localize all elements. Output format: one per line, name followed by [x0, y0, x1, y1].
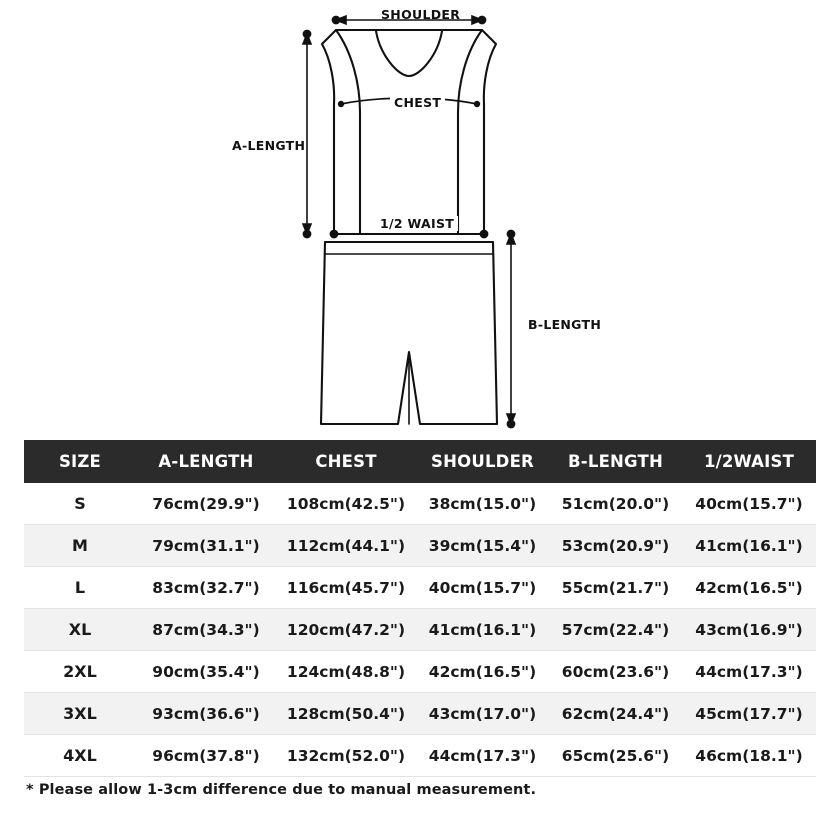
cell-shoulder: 42cm(16.5")	[416, 651, 549, 693]
shoulder-right-dot	[478, 16, 485, 23]
chest-right-endpoint	[474, 101, 480, 107]
cell-half-waist: 41cm(16.1")	[682, 525, 816, 567]
cell-b-length: 55cm(21.7")	[549, 567, 682, 609]
a-length-label: A-LENGTH	[232, 138, 306, 153]
size-table	[24, 440, 816, 777]
a-length-top-dot	[303, 30, 310, 37]
header-half-waist: 1/2WAIST	[682, 440, 816, 483]
cell-chest: 112cm(44.1")	[276, 525, 416, 567]
table-row	[24, 483, 816, 525]
jersey-neckline	[376, 31, 442, 76]
jersey-outline	[322, 30, 496, 234]
shoulder-left-dot	[332, 16, 339, 23]
cell-size: 4XL	[24, 735, 136, 777]
cell-size: XL	[24, 609, 136, 651]
chest-left-endpoint	[338, 101, 344, 107]
cell-shoulder: 39cm(15.4")	[416, 525, 549, 567]
cell-chest: 128cm(50.4")	[276, 693, 416, 735]
cell-shoulder: 44cm(17.3")	[416, 735, 549, 777]
half-waist-right-dot	[480, 230, 487, 237]
cell-b-length: 65cm(25.6")	[549, 735, 682, 777]
cell-half-waist: 43cm(16.9")	[682, 609, 816, 651]
cell-b-length: 53cm(20.9")	[549, 525, 682, 567]
table-row	[24, 651, 816, 693]
cell-a-length: 79cm(31.1")	[136, 525, 276, 567]
table-row	[24, 693, 816, 735]
header-b-length: B-LENGTH	[549, 440, 682, 483]
cell-half-waist: 46cm(18.1")	[682, 735, 816, 777]
cell-chest: 108cm(42.5")	[276, 483, 416, 525]
cell-b-length: 51cm(20.0")	[549, 483, 682, 525]
size-table-body	[24, 483, 816, 777]
size-table-header	[24, 440, 816, 483]
cell-a-length: 93cm(36.6")	[136, 693, 276, 735]
cell-half-waist: 44cm(17.3")	[682, 651, 816, 693]
cell-chest: 124cm(48.8")	[276, 651, 416, 693]
b-length-bottom-dot	[507, 420, 514, 427]
cell-half-waist: 40cm(15.7")	[682, 483, 816, 525]
cell-half-waist: 42cm(16.5")	[682, 567, 816, 609]
table-header-row	[24, 440, 816, 483]
cell-size: M	[24, 525, 136, 567]
header-a-length: A-LENGTH	[136, 440, 276, 483]
cell-a-length: 96cm(37.8")	[136, 735, 276, 777]
cell-shoulder: 43cm(17.0")	[416, 693, 549, 735]
cell-a-length: 87cm(34.3")	[136, 609, 276, 651]
header-size: SIZE	[24, 440, 136, 483]
jersey-left-armhole	[336, 30, 360, 234]
header-shoulder: SHOULDER	[416, 440, 549, 483]
shoulder-label: SHOULDER	[381, 7, 461, 22]
chest-label: CHEST	[390, 95, 445, 110]
b-length-label: B-LENGTH	[528, 317, 602, 332]
table-row	[24, 567, 816, 609]
cell-size: S	[24, 483, 136, 525]
half-waist-left-dot	[330, 230, 337, 237]
cell-size: L	[24, 567, 136, 609]
cell-shoulder: 38cm(15.0")	[416, 483, 549, 525]
half-waist-label: 1/2 WAIST	[376, 216, 458, 231]
cell-chest: 132cm(52.0")	[276, 735, 416, 777]
table-row	[24, 609, 816, 651]
header-chest: CHEST	[276, 440, 416, 483]
cell-shoulder: 41cm(16.1")	[416, 609, 549, 651]
a-length-bottom-dot	[303, 230, 310, 237]
cell-a-length: 90cm(35.4")	[136, 651, 276, 693]
cell-size: 3XL	[24, 693, 136, 735]
cell-a-length: 83cm(32.7")	[136, 567, 276, 609]
cell-b-length: 57cm(22.4")	[549, 609, 682, 651]
cell-a-length: 76cm(29.9")	[136, 483, 276, 525]
cell-shoulder: 40cm(15.7")	[416, 567, 549, 609]
b-length-top-dot	[507, 230, 514, 237]
jersey-right-armhole	[458, 30, 482, 234]
measurement-footnote: * Please allow 1-3cm difference due to manual measurement.	[26, 782, 537, 798]
cell-size: 2XL	[24, 651, 136, 693]
table-row	[24, 525, 816, 567]
cell-chest: 120cm(47.2")	[276, 609, 416, 651]
cell-b-length: 62cm(24.4")	[549, 693, 682, 735]
cell-b-length: 60cm(23.6")	[549, 651, 682, 693]
cell-half-waist: 45cm(17.7")	[682, 693, 816, 735]
cell-chest: 116cm(45.7")	[276, 567, 416, 609]
table-row	[24, 735, 816, 777]
